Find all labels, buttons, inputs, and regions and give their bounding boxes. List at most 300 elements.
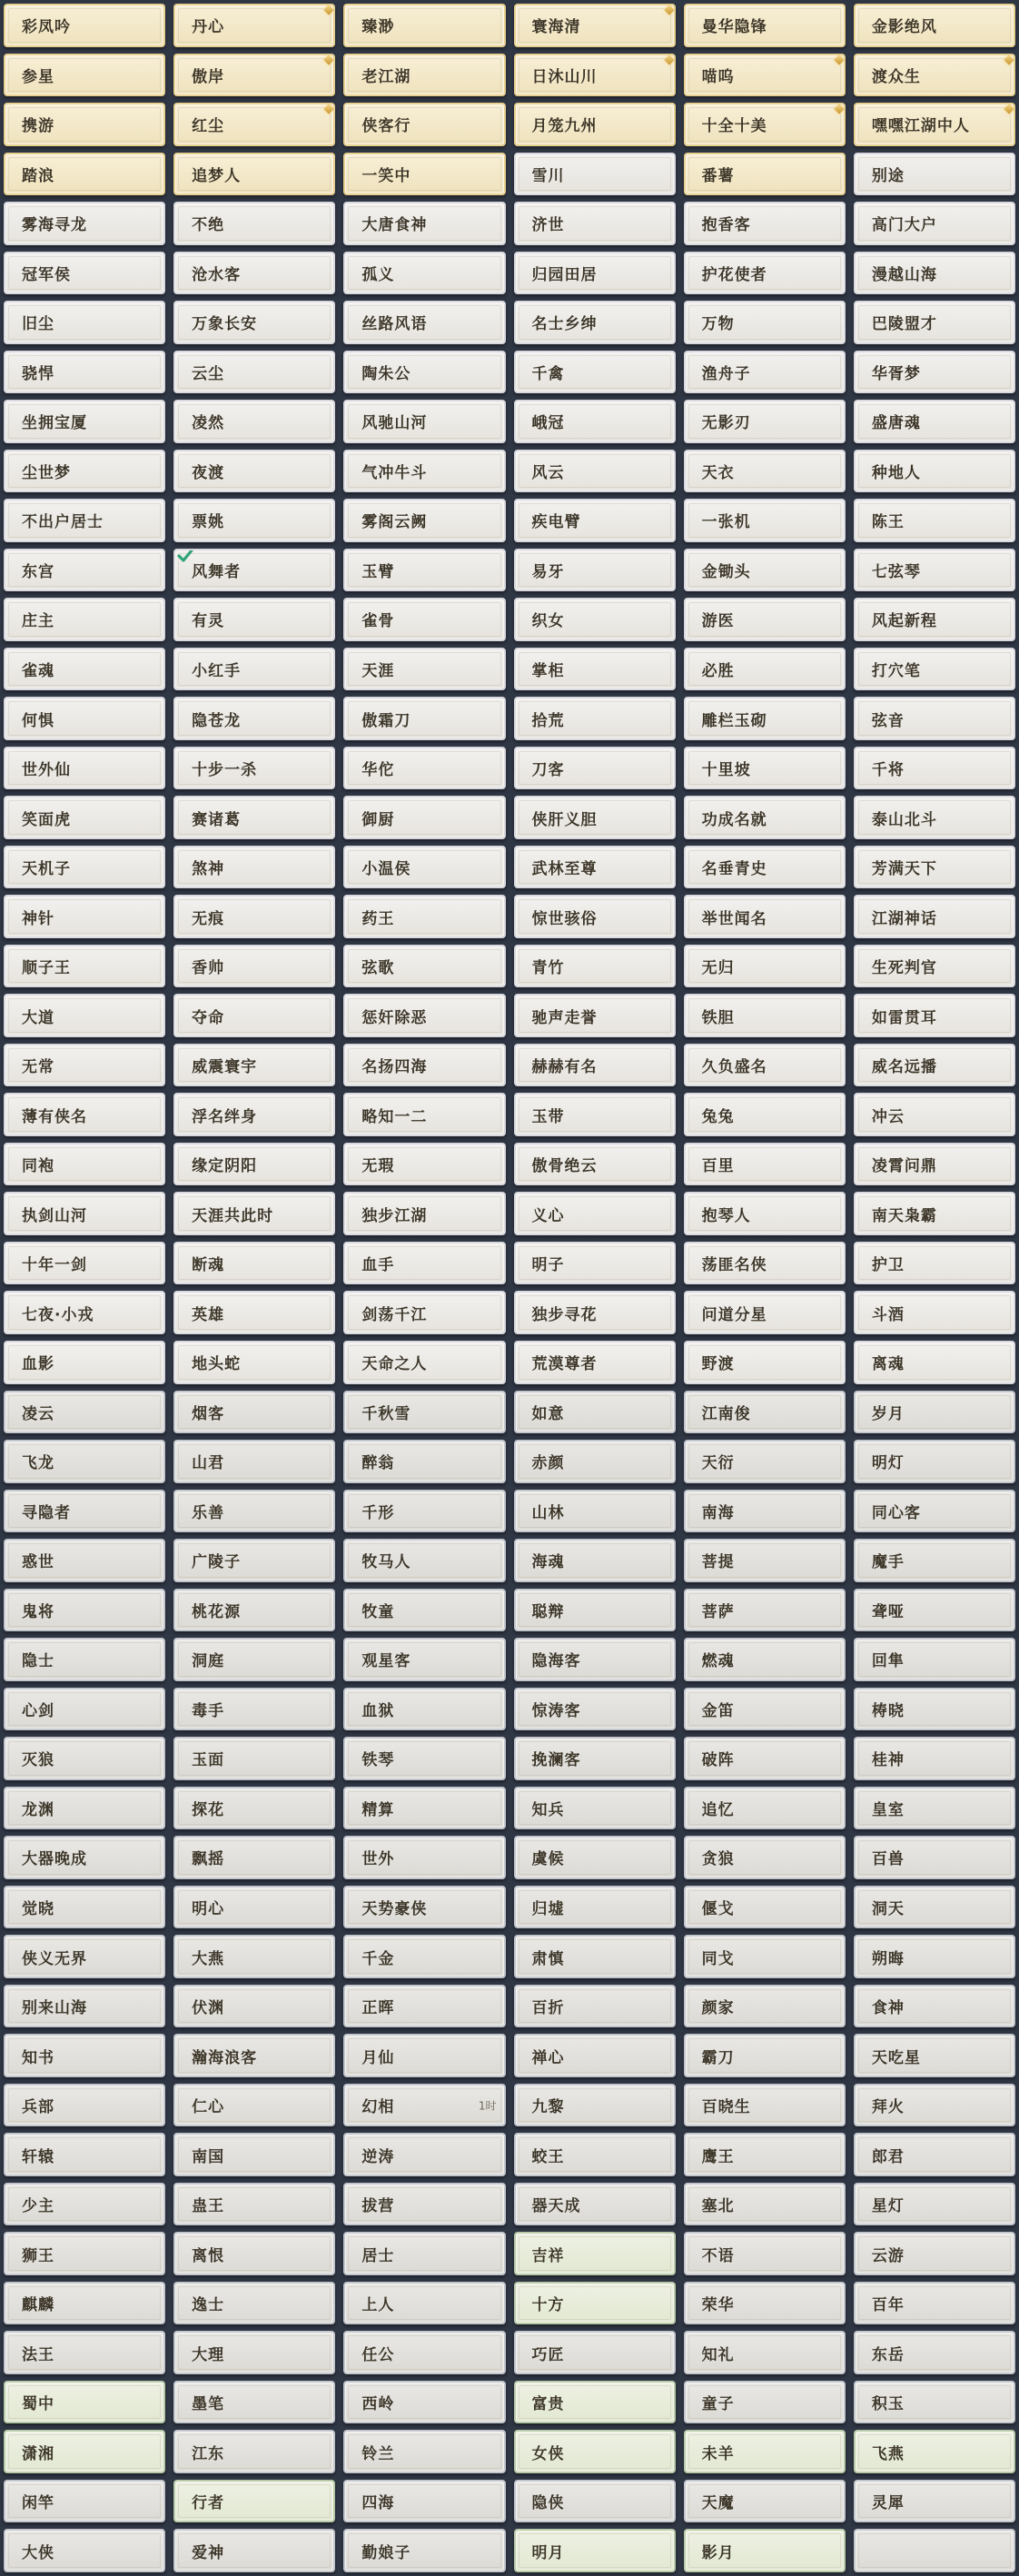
title-cell[interactable]	[173, 2480, 335, 2523]
title-cell[interactable]	[514, 1093, 676, 1136]
title-cell[interactable]	[173, 2381, 335, 2424]
title-cell[interactable]	[854, 1935, 1015, 1978]
title-cell[interactable]	[514, 2183, 676, 2226]
title-cell[interactable]	[854, 2133, 1015, 2176]
title-cell[interactable]	[173, 1638, 335, 1681]
title-cell[interactable]	[684, 2430, 846, 2473]
title-cell[interactable]	[854, 1886, 1015, 1929]
title-cell[interactable]	[343, 1242, 505, 1285]
title-cell[interactable]	[343, 2480, 505, 2523]
title-cell[interactable]	[4, 4, 165, 47]
title-cell[interactable]	[854, 351, 1015, 394]
title-cell[interactable]	[514, 1143, 676, 1186]
title-cell[interactable]	[684, 499, 846, 542]
title-cell[interactable]	[684, 1291, 846, 1334]
title-cell[interactable]	[4, 2381, 165, 2424]
title-cell[interactable]	[343, 1737, 505, 1780]
title-cell[interactable]	[854, 1490, 1015, 1533]
title-cell[interactable]	[173, 2084, 335, 2127]
title-cell[interactable]	[514, 2084, 676, 2127]
title-cell[interactable]	[514, 4, 676, 47]
title-cell[interactable]	[514, 1044, 676, 1087]
title-cell[interactable]	[4, 1341, 165, 1384]
title-cell[interactable]	[854, 1143, 1015, 1186]
title-cell[interactable]	[854, 1291, 1015, 1334]
title-cell[interactable]	[514, 2480, 676, 2523]
title-cell[interactable]	[514, 1341, 676, 1384]
title-cell[interactable]	[4, 2034, 165, 2077]
title-cell[interactable]	[684, 1093, 846, 1136]
title-cell[interactable]	[4, 1044, 165, 1087]
title-cell[interactable]	[684, 598, 846, 641]
title-cell[interactable]	[684, 301, 846, 344]
title-cell[interactable]	[854, 2430, 1015, 2473]
title-cell[interactable]	[684, 2084, 846, 2127]
title-cell[interactable]	[514, 1291, 676, 1334]
title-cell[interactable]	[173, 1886, 335, 1929]
title-cell[interactable]	[684, 1688, 846, 1731]
title-cell[interactable]	[173, 1093, 335, 1136]
title-cell[interactable]	[173, 1836, 335, 1879]
title-cell[interactable]	[4, 846, 165, 889]
title-cell[interactable]	[854, 252, 1015, 295]
title-cell[interactable]	[4, 1836, 165, 1879]
title-cell[interactable]	[854, 1391, 1015, 1434]
title-cell[interactable]	[343, 1589, 505, 1632]
title-cell[interactable]	[173, 1044, 335, 1087]
title-cell[interactable]	[684, 2232, 846, 2275]
title-cell[interactable]	[173, 252, 335, 295]
title-cell[interactable]	[854, 994, 1015, 1037]
title-cell[interactable]	[4, 202, 165, 245]
title-cell[interactable]	[343, 1787, 505, 1830]
title-cell[interactable]	[854, 1192, 1015, 1235]
title-cell[interactable]	[343, 2381, 505, 2424]
title-cell[interactable]	[854, 1787, 1015, 1830]
title-cell[interactable]	[343, 598, 505, 641]
title-cell[interactable]	[684, 103, 846, 146]
title-cell[interactable]	[684, 1143, 846, 1186]
title-cell[interactable]	[514, 1391, 676, 1434]
title-cell[interactable]	[343, 1440, 505, 1483]
title-cell[interactable]	[854, 1539, 1015, 1582]
title-cell[interactable]	[173, 994, 335, 1037]
title-cell[interactable]	[343, 945, 505, 988]
title-cell[interactable]	[514, 1242, 676, 1285]
title-cell[interactable]	[684, 1787, 846, 1830]
title-cell[interactable]	[684, 648, 846, 691]
title-cell[interactable]	[684, 2183, 846, 2226]
title-cell[interactable]	[173, 2232, 335, 2275]
title-cell[interactable]	[514, 549, 676, 592]
title-cell[interactable]	[514, 1935, 676, 1978]
title-cell[interactable]	[854, 450, 1015, 493]
title-cell[interactable]	[514, 1737, 676, 1780]
title-cell[interactable]	[343, 796, 505, 839]
title-cell[interactable]	[514, 153, 676, 196]
title-cell[interactable]	[173, 351, 335, 394]
title-cell[interactable]	[343, 4, 505, 47]
title-cell[interactable]	[514, 1688, 676, 1731]
title-cell[interactable]	[514, 2133, 676, 2176]
title-cell[interactable]	[343, 153, 505, 196]
title-cell[interactable]	[854, 1638, 1015, 1681]
title-cell[interactable]	[173, 2034, 335, 2077]
title-cell[interactable]	[343, 1539, 505, 1582]
title-cell[interactable]	[514, 400, 676, 443]
title-cell[interactable]	[514, 1490, 676, 1533]
title-cell[interactable]	[854, 2331, 1015, 2374]
title-cell[interactable]	[343, 301, 505, 344]
title-cell[interactable]	[684, 994, 846, 1037]
title-cell[interactable]	[4, 1192, 165, 1235]
title-cell[interactable]	[514, 895, 676, 938]
title-cell[interactable]	[514, 1192, 676, 1235]
title-cell[interactable]	[4, 351, 165, 394]
title-cell[interactable]	[514, 1886, 676, 1929]
title-cell[interactable]	[343, 747, 505, 790]
title-cell[interactable]	[684, 549, 846, 592]
title-cell[interactable]	[173, 400, 335, 443]
title-cell[interactable]	[343, 1192, 505, 1235]
title-cell[interactable]	[854, 2381, 1015, 2424]
title-cell[interactable]	[4, 796, 165, 839]
title-cell[interactable]	[514, 2381, 676, 2424]
title-cell[interactable]	[173, 1737, 335, 1780]
title-cell[interactable]	[4, 54, 165, 97]
title-cell[interactable]	[514, 2282, 676, 2325]
title-cell[interactable]	[343, 1985, 505, 2028]
title-cell[interactable]	[4, 1688, 165, 1731]
title-cell[interactable]	[854, 2282, 1015, 2325]
title-cell[interactable]	[684, 697, 846, 740]
title-cell[interactable]	[854, 1688, 1015, 1731]
title-cell[interactable]	[173, 202, 335, 245]
title-cell[interactable]	[4, 1787, 165, 1830]
title-cell[interactable]	[4, 1539, 165, 1582]
title-cell[interactable]	[343, 549, 505, 592]
title-cell[interactable]	[854, 54, 1015, 97]
title-cell[interactable]	[4, 1935, 165, 1978]
title-cell[interactable]	[4, 252, 165, 295]
title-cell[interactable]	[684, 1044, 846, 1087]
title-cell[interactable]	[854, 895, 1015, 938]
title-cell[interactable]	[514, 1985, 676, 2028]
title-cell[interactable]	[514, 2331, 676, 2374]
title-cell[interactable]	[514, 1589, 676, 1632]
title-cell[interactable]	[854, 796, 1015, 839]
title-cell[interactable]	[854, 202, 1015, 245]
title-cell[interactable]	[854, 4, 1015, 47]
title-cell[interactable]	[173, 4, 335, 47]
title-cell[interactable]	[173, 450, 335, 493]
title-cell[interactable]	[343, 1044, 505, 1087]
title-cell[interactable]	[684, 846, 846, 889]
title-cell[interactable]	[343, 202, 505, 245]
title-cell[interactable]	[173, 648, 335, 691]
title-cell[interactable]	[684, 153, 846, 196]
title-cell[interactable]	[684, 1440, 846, 1483]
title-cell[interactable]	[4, 2232, 165, 2275]
title-cell[interactable]	[173, 1935, 335, 1978]
title-cell[interactable]	[4, 895, 165, 938]
title-cell[interactable]	[514, 796, 676, 839]
title-cell[interactable]	[343, 1391, 505, 1434]
title-cell[interactable]	[4, 2282, 165, 2325]
title-cell[interactable]	[173, 895, 335, 938]
title-cell[interactable]	[343, 2183, 505, 2226]
title-cell[interactable]	[4, 450, 165, 493]
title-cell[interactable]	[684, 796, 846, 839]
title-cell[interactable]	[173, 598, 335, 641]
title-cell[interactable]	[4, 2480, 165, 2523]
title-cell[interactable]	[173, 1143, 335, 1186]
title-cell[interactable]	[343, 2282, 505, 2325]
title-cell[interactable]	[343, 846, 505, 889]
title-cell[interactable]	[4, 1440, 165, 1483]
title-cell[interactable]	[173, 796, 335, 839]
title-cell[interactable]	[684, 1886, 846, 1929]
title-cell[interactable]	[684, 1192, 846, 1235]
title-cell[interactable]	[854, 846, 1015, 889]
title-cell[interactable]	[854, 2084, 1015, 2127]
title-cell[interactable]	[4, 2084, 165, 2127]
title-cell[interactable]	[343, 2084, 505, 2127]
title-cell[interactable]	[854, 2183, 1015, 2226]
title-cell[interactable]	[854, 1093, 1015, 1136]
title-cell[interactable]	[854, 301, 1015, 344]
title-cell[interactable]	[343, 648, 505, 691]
title-cell[interactable]	[684, 252, 846, 295]
title-cell[interactable]	[514, 2034, 676, 2077]
title-cell[interactable]	[684, 945, 846, 988]
title-cell[interactable]	[854, 2480, 1015, 2523]
title-cell[interactable]	[4, 153, 165, 196]
title-cell[interactable]	[684, 1935, 846, 1978]
title-cell[interactable]	[514, 1638, 676, 1681]
title-cell[interactable]	[4, 2183, 165, 2226]
title-cell[interactable]	[4, 2133, 165, 2176]
title-cell[interactable]	[684, 2331, 846, 2374]
title-cell[interactable]	[514, 994, 676, 1037]
title-cell[interactable]	[343, 450, 505, 493]
title-cell[interactable]	[173, 1985, 335, 2028]
title-cell[interactable]	[684, 1391, 846, 1434]
title-cell[interactable]	[854, 598, 1015, 641]
title-cell[interactable]	[343, 1886, 505, 1929]
title-cell[interactable]	[514, 450, 676, 493]
title-cell[interactable]	[514, 846, 676, 889]
title-cell[interactable]	[343, 1291, 505, 1334]
title-cell[interactable]	[173, 747, 335, 790]
title-cell[interactable]	[514, 2430, 676, 2473]
title-cell[interactable]	[4, 598, 165, 641]
title-cell[interactable]	[514, 747, 676, 790]
title-cell[interactable]	[173, 549, 335, 592]
title-cell[interactable]	[173, 2183, 335, 2226]
title-cell[interactable]	[4, 1490, 165, 1533]
title-cell[interactable]	[173, 945, 335, 988]
title-cell[interactable]	[173, 499, 335, 542]
title-cell[interactable]	[343, 2133, 505, 2176]
title-cell[interactable]	[343, 2430, 505, 2473]
title-cell[interactable]	[173, 2331, 335, 2374]
title-cell[interactable]	[684, 400, 846, 443]
title-cell[interactable]	[4, 697, 165, 740]
title-cell[interactable]	[173, 1192, 335, 1235]
title-cell[interactable]	[684, 54, 846, 97]
title-cell[interactable]	[684, 1638, 846, 1681]
title-cell[interactable]	[343, 1490, 505, 1533]
title-cell[interactable]	[173, 301, 335, 344]
title-cell[interactable]	[514, 54, 676, 97]
title-cell[interactable]	[343, 1341, 505, 1384]
title-cell[interactable]	[854, 1737, 1015, 1780]
title-cell[interactable]	[4, 648, 165, 691]
title-cell[interactable]	[343, 1093, 505, 1136]
title-cell[interactable]	[173, 1440, 335, 1483]
title-cell[interactable]	[173, 1787, 335, 1830]
title-cell[interactable]	[4, 1638, 165, 1681]
title-cell[interactable]	[854, 1836, 1015, 1879]
title-cell[interactable]	[4, 400, 165, 443]
title-cell[interactable]	[173, 153, 335, 196]
title-cell[interactable]	[854, 1985, 1015, 2028]
title-cell[interactable]	[514, 351, 676, 394]
title-cell[interactable]	[343, 2034, 505, 2077]
title-cell[interactable]	[514, 301, 676, 344]
title-cell[interactable]	[514, 697, 676, 740]
title-cell[interactable]	[4, 1985, 165, 2028]
title-cell[interactable]	[684, 1589, 846, 1632]
title-cell[interactable]	[514, 1787, 676, 1830]
title-cell[interactable]	[684, 4, 846, 47]
title-cell[interactable]	[343, 2331, 505, 2374]
title-cell[interactable]	[173, 697, 335, 740]
title-cell[interactable]	[173, 1391, 335, 1434]
title-cell[interactable]	[854, 2529, 1015, 2572]
title-cell[interactable]	[854, 153, 1015, 196]
title-cell[interactable]	[4, 1886, 165, 1929]
title-cell[interactable]	[514, 648, 676, 691]
title-cell[interactable]	[514, 252, 676, 295]
title-cell[interactable]	[854, 1440, 1015, 1483]
title-cell[interactable]	[854, 1044, 1015, 1087]
title-cell[interactable]	[343, 400, 505, 443]
title-cell[interactable]	[684, 747, 846, 790]
title-cell[interactable]	[514, 1440, 676, 1483]
title-cell[interactable]	[514, 2232, 676, 2275]
title-cell[interactable]	[854, 747, 1015, 790]
title-cell[interactable]	[514, 1836, 676, 1879]
title-cell[interactable]	[4, 2430, 165, 2473]
title-cell[interactable]	[4, 2529, 165, 2572]
title-cell[interactable]	[854, 945, 1015, 988]
title-cell[interactable]	[684, 1490, 846, 1533]
title-cell[interactable]	[854, 400, 1015, 443]
title-cell[interactable]	[4, 994, 165, 1037]
title-cell[interactable]	[173, 2133, 335, 2176]
title-cell[interactable]	[343, 1143, 505, 1186]
title-cell[interactable]	[4, 1143, 165, 1186]
title-cell[interactable]	[4, 549, 165, 592]
title-cell[interactable]	[343, 2232, 505, 2275]
title-cell[interactable]	[4, 1391, 165, 1434]
title-cell[interactable]	[343, 1638, 505, 1681]
title-cell[interactable]	[684, 450, 846, 493]
title-cell[interactable]	[173, 846, 335, 889]
title-cell[interactable]	[343, 351, 505, 394]
title-cell[interactable]	[684, 1737, 846, 1780]
title-cell[interactable]	[343, 2529, 505, 2572]
title-cell[interactable]	[343, 994, 505, 1037]
title-cell[interactable]	[514, 103, 676, 146]
title-cell[interactable]	[514, 1539, 676, 1582]
title-cell[interactable]	[343, 1688, 505, 1731]
title-cell[interactable]	[4, 1242, 165, 1285]
title-cell[interactable]	[4, 1291, 165, 1334]
title-cell[interactable]	[684, 202, 846, 245]
title-cell[interactable]	[4, 2331, 165, 2374]
title-cell[interactable]	[514, 202, 676, 245]
title-cell[interactable]	[854, 697, 1015, 740]
title-cell[interactable]	[684, 2133, 846, 2176]
title-cell[interactable]	[514, 598, 676, 641]
title-cell[interactable]	[173, 1490, 335, 1533]
title-cell[interactable]	[343, 895, 505, 938]
title-cell[interactable]	[854, 648, 1015, 691]
title-cell[interactable]	[854, 549, 1015, 592]
title-cell[interactable]	[514, 499, 676, 542]
title-cell[interactable]	[173, 2430, 335, 2473]
title-cell[interactable]	[4, 1093, 165, 1136]
title-cell[interactable]	[4, 301, 165, 344]
title-cell[interactable]	[173, 1242, 335, 1285]
title-cell[interactable]	[854, 2034, 1015, 2077]
title-cell[interactable]	[854, 499, 1015, 542]
title-cell[interactable]	[854, 1242, 1015, 1285]
title-cell[interactable]	[173, 1589, 335, 1632]
title-cell[interactable]	[343, 252, 505, 295]
title-cell[interactable]	[173, 2529, 335, 2572]
title-cell[interactable]	[684, 2034, 846, 2077]
title-cell[interactable]	[343, 697, 505, 740]
title-cell[interactable]	[4, 1589, 165, 1632]
title-cell[interactable]	[684, 1985, 846, 2028]
title-cell[interactable]	[684, 1539, 846, 1582]
title-cell[interactable]	[173, 1539, 335, 1582]
title-cell[interactable]	[173, 1291, 335, 1334]
title-cell[interactable]	[854, 1341, 1015, 1384]
title-cell[interactable]	[684, 2381, 846, 2424]
title-cell[interactable]	[684, 1242, 846, 1285]
title-cell[interactable]	[684, 351, 846, 394]
title-cell[interactable]	[173, 2282, 335, 2325]
title-cell[interactable]	[173, 1688, 335, 1731]
title-cell[interactable]	[343, 54, 505, 97]
title-cell[interactable]	[684, 1836, 846, 1879]
title-cell[interactable]	[684, 2282, 846, 2325]
title-cell[interactable]	[4, 1737, 165, 1780]
title-cell[interactable]	[684, 1341, 846, 1384]
title-cell[interactable]	[4, 945, 165, 988]
title-cell[interactable]	[173, 54, 335, 97]
title-cell[interactable]	[854, 2232, 1015, 2275]
title-cell[interactable]	[173, 103, 335, 146]
title-cell[interactable]	[4, 747, 165, 790]
title-cell[interactable]	[4, 103, 165, 146]
title-cell[interactable]	[684, 895, 846, 938]
